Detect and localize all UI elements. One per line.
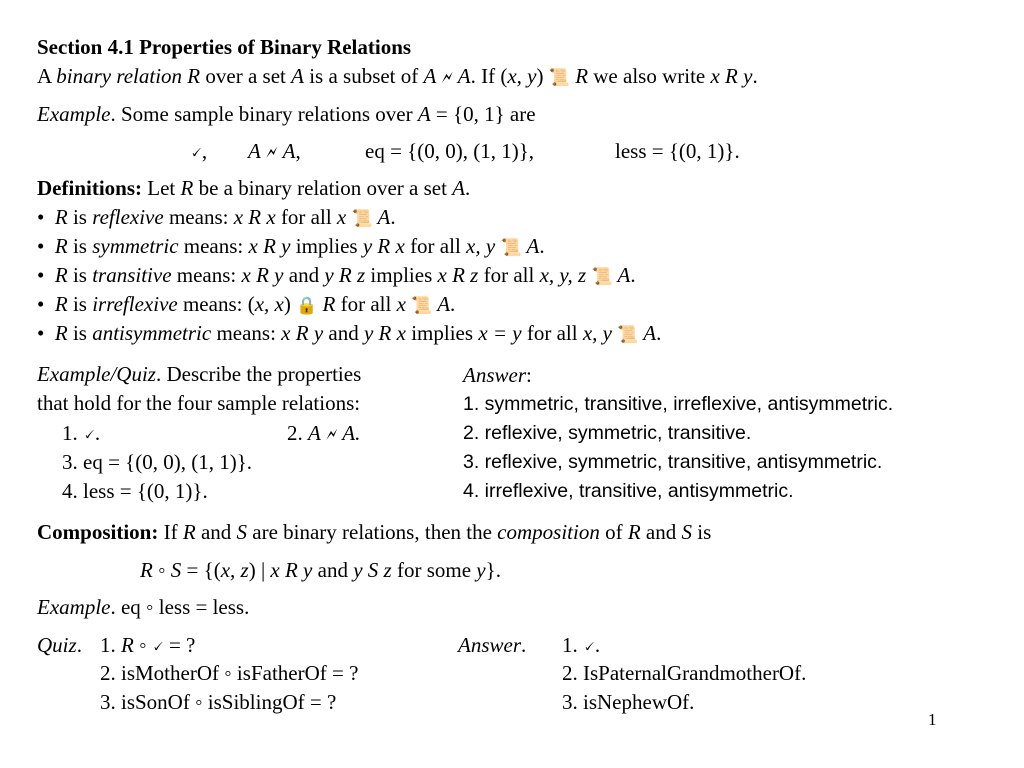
composition-heading: Composition: If R and S are binary relations, then the composition of R and S is: [37, 520, 712, 544]
answer-label: Answer:: [463, 363, 532, 387]
def-symmetric: • R is symmetric means: x R y implies y R x for all x, y 📜 A.: [37, 233, 545, 261]
definitions-heading: Definitions: Let R be a binary relation over a set A.: [37, 176, 471, 200]
quiz2-item-2: 2. isMotherOf ◦ isFatherOf = ?: [100, 661, 359, 685]
def-antisymmetric: • R is antisymmetric means: x R y and y R x implies x = y for all x, y 📜 A.: [37, 320, 661, 348]
quiz2-label: Quiz.: [37, 633, 82, 657]
empty-set-icon: 🗸: [583, 637, 595, 657]
composition-formula: R ◦ S = {(x, z) | x R y and y S z for some y}.: [140, 558, 501, 582]
sample-emptyset: 🗸,: [190, 138, 207, 166]
def-reflexive: • R is reflexive means: x R x for all x 📜 A.: [37, 204, 396, 232]
quiz2-item-3: 3. isSonOf ◦ isSiblingOf = ?: [100, 690, 337, 714]
answer-item-2: 2. reflexive, symmetric, transitive.: [463, 422, 752, 444]
quiz-item-2: 2. A 🗲 A.: [287, 420, 360, 448]
bullet: •: [37, 292, 45, 316]
answer2-item-2: 2. IsPaternalGrandmotherOf.: [562, 661, 807, 685]
answer-item-4: 4. irreflexive, transitive, antisymmetric.: [463, 480, 794, 502]
def-irreflexive: • R is irreflexive means: (x, x) 🔒 R for all x 📜 A.: [37, 291, 455, 319]
quiz-item-3: 3. eq = {(0, 0), (1, 1)}.: [62, 450, 253, 474]
cross-product-icon: 🗲: [326, 425, 338, 445]
element-of-icon: 📜: [548, 68, 570, 88]
bullet: •: [37, 321, 45, 345]
element-of-icon: 📜: [591, 267, 613, 287]
answer2-label: Answer.: [458, 633, 527, 657]
element-of-icon: 📜: [411, 296, 433, 316]
element-of-icon: 📜: [500, 238, 522, 258]
sample-cross: A 🗲 A,: [248, 138, 301, 166]
element-of-icon: 📜: [351, 209, 373, 229]
cross-product-icon: 🗲: [266, 143, 278, 163]
bullet: •: [37, 205, 45, 229]
example-line: Example. Some sample binary relations over A = {0, 1} are: [37, 102, 536, 126]
bullet: •: [37, 263, 45, 287]
page-number: 1: [928, 710, 937, 729]
sample-less: less = {(0, 1)}.: [615, 139, 740, 163]
answer2-item-1: 1. 🗸.: [562, 632, 600, 660]
page-title: Section 4.1 Properties of Binary Relations: [37, 35, 412, 59]
empty-set-icon: 🗸: [190, 143, 202, 163]
quiz-item-4: 4. less = {(0, 1)}.: [62, 479, 208, 503]
quiz-line-1: Example/Quiz. Describe the properties: [37, 362, 362, 386]
quiz-item-1: 1. 🗸.: [62, 420, 100, 448]
cross-product-icon: 🗲: [441, 68, 453, 88]
example-composition: Example. eq ◦ less = less.: [37, 595, 250, 619]
empty-set-icon: 🗸: [151, 637, 164, 657]
answer-item-1: 1. symmetric, transitive, irreflexive, antisymmetric.: [463, 393, 894, 415]
quiz-line-2: that hold for the four sample relations:: [37, 391, 361, 415]
intro-line: A binary relation R over a set A is a subset of A 🗲 A. If (x, y) 📜 R we also write x R y.: [37, 63, 758, 91]
def-transitive: • R is transitive means: x R y and y R z implies x R z for all x, y, z 📜 A.: [37, 262, 636, 290]
answer2-item-3: 3. isNephewOf.: [562, 690, 695, 714]
sample-eq: eq = {(0, 0), (1, 1)},: [365, 139, 535, 163]
empty-set-icon: 🗸: [83, 425, 95, 445]
element-of-icon: 📜: [617, 325, 639, 345]
answer-item-3: 3. reflexive, symmetric, transitive, antisymmetric.: [463, 451, 883, 473]
not-element-of-icon: 🔒: [296, 296, 318, 316]
quiz2-item-1: 1. R ◦ 🗸 = ?: [100, 632, 195, 660]
bullet: •: [37, 234, 45, 258]
